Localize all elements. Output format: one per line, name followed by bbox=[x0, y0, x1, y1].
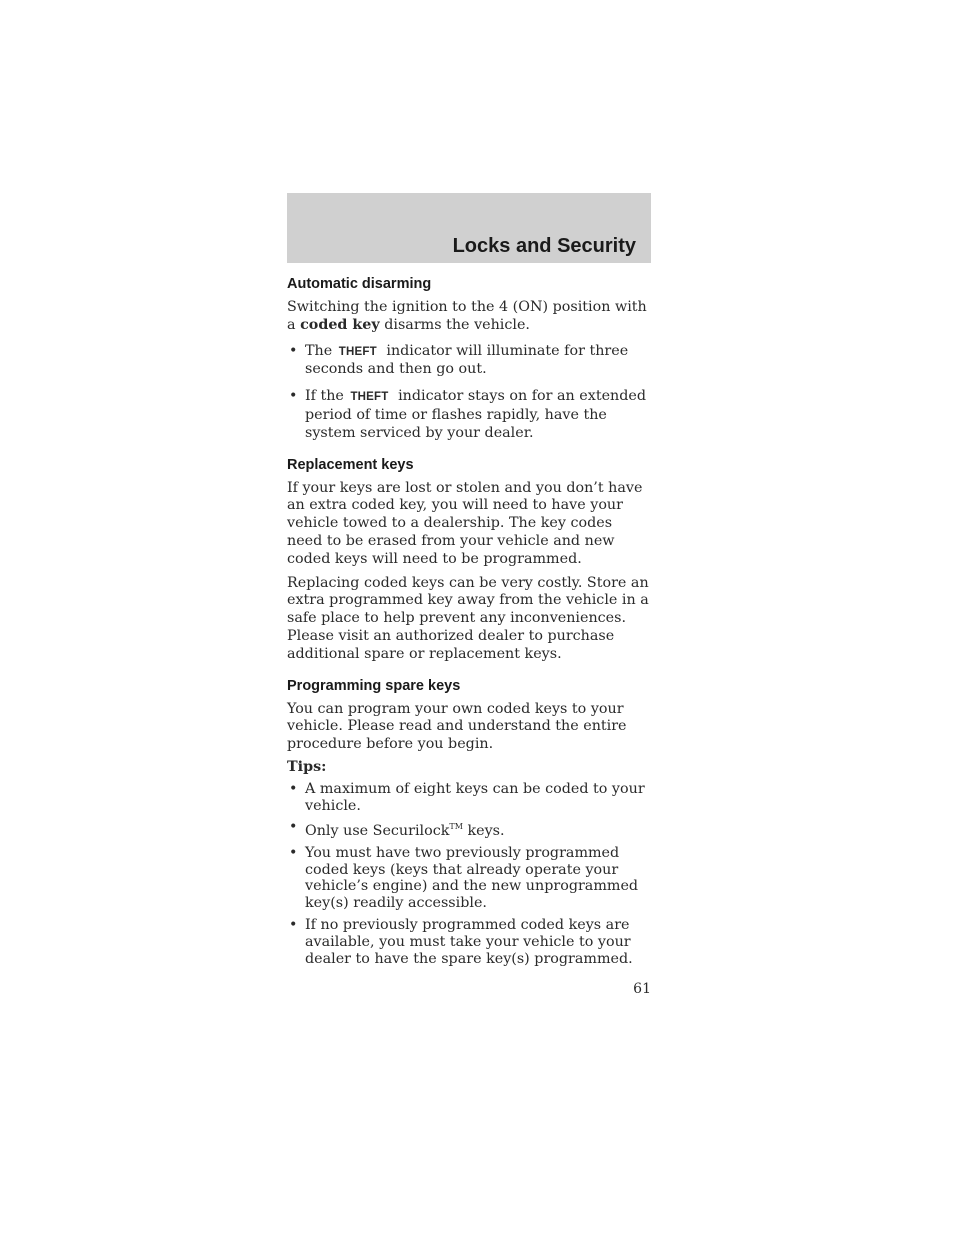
tips-label bbox=[287, 759, 651, 777]
list-text: You must have two previously programmed coded keys (keys that already operate your vehicle’s engine) and the new unprogrammed key(s) readily accessible. bbox=[305, 844, 639, 912]
bullet-icon: • bbox=[289, 844, 298, 861]
paragraph-automatic-disarming bbox=[287, 299, 651, 335]
list-item bbox=[287, 845, 651, 912]
bullet-icon: • bbox=[289, 819, 298, 836]
list-text: keys. bbox=[462, 823, 505, 840]
paragraph-programming: You can program your own coded keys to your vehicle. Please read and understand the entire procedure before you begin. bbox=[287, 700, 627, 753]
section-title: Locks and Security bbox=[452, 235, 636, 257]
list-item bbox=[287, 819, 651, 840]
list-text: The bbox=[305, 342, 333, 359]
trademark-mark: TM bbox=[449, 822, 463, 832]
coded-key-bold: coded key bbox=[300, 316, 380, 333]
bullet-icon: • bbox=[289, 388, 298, 405]
tips-label-text: Tips: bbox=[287, 758, 327, 775]
list-text: indicator stays on for an extended period of time or flashes rapidly, have the system serviced by your dealer. bbox=[305, 388, 647, 441]
paragraph-replacement-1: If your keys are lost or stolen and you don’t have an extra coded key, you will need to have your vehicle towed to a dealership. The key codes need to be erased from your vehicle and new coded keys will need to be programmed. bbox=[287, 479, 643, 567]
page-content bbox=[287, 276, 651, 967]
list-item bbox=[287, 781, 651, 815]
theft-indicator-icon: THEFT bbox=[338, 345, 377, 358]
list-text: indicator will illuminate for three seconds and then go out. bbox=[305, 342, 629, 378]
paragraph-replacement-2: Replacing coded keys can be very costly. Store an extra programmed key away from the vehicle in a safe place to help prevent any inconveniences. Please visit an authorized dealer to purchase additional spare or replacement keys. bbox=[287, 574, 649, 662]
heading-automatic-disarming: Automatic disarming bbox=[287, 276, 432, 292]
section-header bbox=[287, 193, 651, 263]
tips-list bbox=[287, 781, 651, 968]
page-number: 61 bbox=[633, 981, 651, 997]
list-item bbox=[287, 388, 651, 442]
list-text: A maximum of eight keys can be coded to your vehicle. bbox=[305, 780, 645, 814]
list-item bbox=[287, 343, 651, 380]
paragraph-text: disarms the vehicle. bbox=[379, 316, 530, 333]
bullet-icon: • bbox=[289, 342, 298, 359]
heading-programming-spare-keys: Programming spare keys bbox=[287, 677, 461, 694]
list-text: Only use Securilock bbox=[305, 823, 450, 840]
list-item bbox=[287, 917, 651, 967]
paragraph-text: Switching the ignition to the 4 (ON) position with a bbox=[287, 299, 647, 333]
theft-indicator-icon: THEFT bbox=[350, 391, 389, 404]
disarming-bullets bbox=[287, 343, 651, 443]
bullet-icon: • bbox=[289, 780, 298, 797]
bullet-icon: • bbox=[289, 917, 298, 934]
list-text: If no previously programmed coded keys are available, you must take your vehicle to your dealer to have the spare key(s) programmed. bbox=[305, 917, 633, 967]
list-text: If the bbox=[305, 388, 344, 405]
heading-replacement-keys: Replacement keys bbox=[287, 456, 414, 473]
